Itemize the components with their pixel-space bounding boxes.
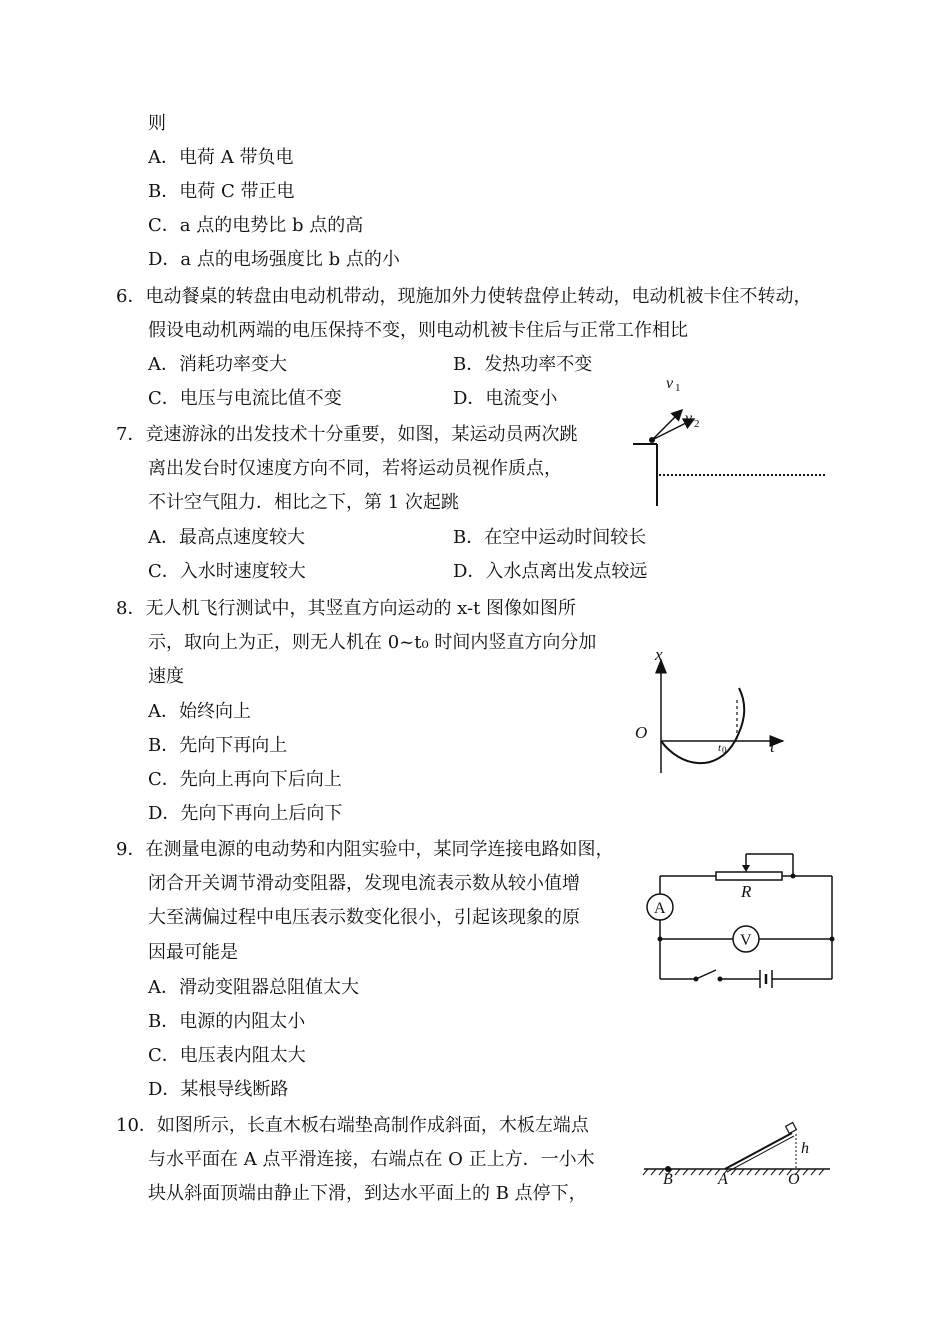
q9-circuit-diagram <box>640 845 840 990</box>
resistor-r <box>716 872 782 880</box>
wooden-block <box>786 1123 797 1134</box>
label-h: h <box>801 1140 809 1157</box>
q8-line-2: 示，取向上为正，则无人机在 0~t₀ 时间内竖直方向分加 <box>148 632 597 653</box>
v1-label: v <box>666 375 674 392</box>
q6-line-1: 6．电动餐桌的转盘由电动机带动，现施加外力使转盘停止转动，电动机被卡住不转动， <box>116 286 812 307</box>
q6-option-b: B．发热功率不变 <box>453 354 593 375</box>
v2-subscript: 2 <box>694 418 700 430</box>
q8-line-1: 8．无人机飞行测试中，其竖直方向运动的 x-t 图像如图所 <box>116 598 577 619</box>
label-b: B <box>663 1171 673 1188</box>
t0-subscript: 0 <box>722 745 727 755</box>
q5-option-c: C．a 点的电势比 b 点的高 <box>148 215 364 236</box>
ammeter-label: A <box>654 900 666 917</box>
t-axis-label: t <box>770 737 775 756</box>
q8-option-a: A．始终向上 <box>148 701 251 722</box>
label-a: A <box>718 1171 728 1188</box>
q7-line-2: 离出发台时仅速度方向不同，若将运动员视作质点， <box>148 458 562 479</box>
slider-contact <box>742 865 750 872</box>
q8-xt-graph <box>625 640 795 780</box>
q6-line-2: 假设电动机两端的电压保持不变，则电动机被卡住后与正常工作相比 <box>148 320 688 341</box>
q9-line-2: 闭合开关调节滑动变阻器，发现电流表示数从较小值增 <box>148 873 580 894</box>
origin-label: O <box>635 723 648 742</box>
q8-option-b: B．先向下再向上 <box>148 735 288 756</box>
q8-option-d: D．先向下再向上后向下 <box>148 803 343 824</box>
q5-option-a: A．电荷 A 带负电 <box>148 147 294 168</box>
resistor-label: R <box>741 882 752 901</box>
q9-option-b: B．电源的内阻太小 <box>148 1011 306 1032</box>
switch-blade <box>696 970 716 979</box>
q10-line-3: 块从斜面顶端由静止下滑，到达水平面上的 B 点停下， <box>148 1183 587 1204</box>
q7-line-1: 7．竞速游泳的出发技术十分重要，如图，某运动员两次跳 <box>116 424 578 445</box>
q9-option-a: A．滑动变阻器总阻值太大 <box>148 977 359 998</box>
q7-option-b: B．在空中运动时间较长 <box>453 527 647 548</box>
q7-option-c: C．入水时速度较大 <box>148 561 306 582</box>
q6-option-a: A．消耗功率变大 <box>148 354 287 375</box>
voltmeter-label: V <box>740 932 752 949</box>
q8-line-3: 速度 <box>148 666 184 687</box>
q7-line-3: 不计空气阻力．相比之下，第 1 次起跳 <box>148 492 459 513</box>
q10-line-1: 10．如图所示，长直木板右端垫高制作成斜面，木板左端点 <box>116 1115 589 1136</box>
q10-line-2: 与水平面在 A 点平滑连接，右端点在 O 正上方．一小木 <box>148 1149 595 1170</box>
q8-option-c: C．先向上再向下后向上 <box>148 769 342 790</box>
q9-line-4: 因最可能是 <box>148 942 238 963</box>
q7-option-a: A．最高点速度较大 <box>148 527 305 548</box>
q7-option-d: D．入水点离出发点较远 <box>453 561 648 582</box>
t0-label: t <box>718 742 722 754</box>
x-axis-label: x <box>655 645 663 664</box>
inclined-board <box>725 1133 792 1169</box>
xt-curve <box>661 688 744 763</box>
q5-option-d: D．a 点的电场强度比 b 点的小 <box>148 249 400 270</box>
q9-option-c: C．电压表内阻太大 <box>148 1045 306 1066</box>
v1-subscript: 1 <box>675 382 681 394</box>
v1-arrow <box>652 410 682 440</box>
q6-option-d: D．电流变小 <box>453 388 558 409</box>
v2-label: v <box>685 410 693 427</box>
q9-line-1: 9．在测量电源的电动势和内阻实验中，某同学连接电路如图， <box>116 839 614 860</box>
q6-option-c: C．电压与电流比值不变 <box>148 388 342 409</box>
q5-option-b: B．电荷 C 带正电 <box>148 181 295 202</box>
q5-tail: 则 <box>148 113 166 134</box>
q9-line-3: 大至满偏过程中电压表示数变化很小，引起该现象的原 <box>148 907 580 928</box>
q7-diving-figure <box>625 372 835 512</box>
q10-incline-figure <box>640 1120 840 1195</box>
label-o: O <box>788 1171 800 1188</box>
q9-option-d: D．某根导线断路 <box>148 1079 289 1100</box>
